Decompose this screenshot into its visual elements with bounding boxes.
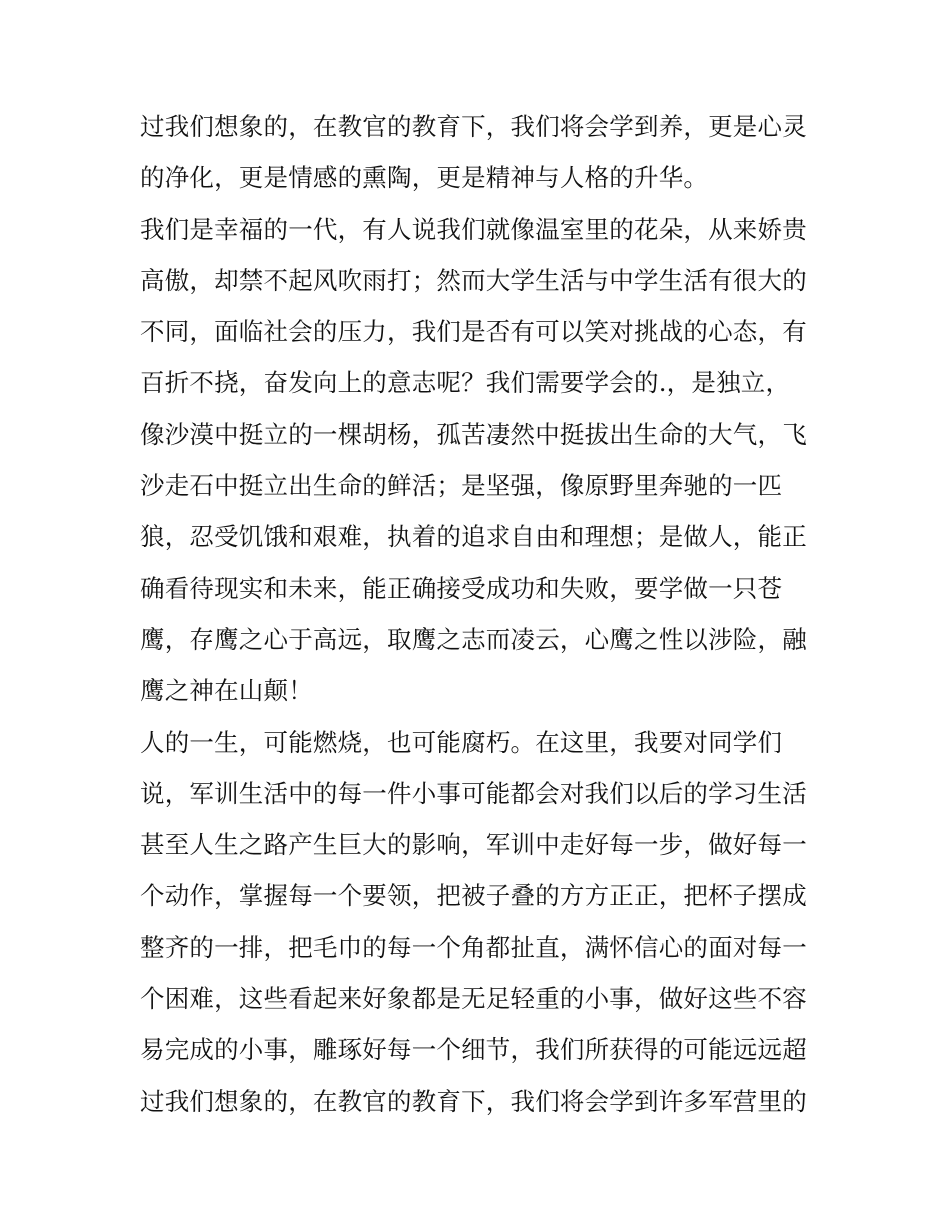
text-line: 个动作，掌握每一个要领，把被子叠的方方正正，把杯子摆成	[140, 881, 807, 911]
text-line: 确看待现实和未来，能正确接受成功和失败，要学做一只苍	[140, 573, 783, 603]
text-line: 像沙漠中挺立的一棵胡杨，孤苦凄然中挺拔出生命的大气，飞	[140, 419, 807, 449]
text-line: 的净化，更是情感的熏陶，更是精神与人格的升华。	[140, 163, 709, 193]
text-line: 沙走石中挺立出生命的鲜活；是坚强，像原野里奔驰的一匹	[140, 471, 783, 501]
text-line: 狼，忍受饥饿和艰难，执着的追求自由和理想；是做人，能正	[140, 522, 807, 552]
text-line: 鹰，存鹰之心于高远，取鹰之志而凌云，心鹰之性以涉险，融	[140, 624, 807, 654]
text-line: 易完成的小事，雕琢好每一个细节，我们所获得的可能远远超	[140, 1035, 807, 1065]
text-line: 我们是幸福的一代，有人说我们就像温室里的花朵，从来娇贵	[140, 214, 807, 244]
text-line: 鹰之神在山颠！	[140, 676, 313, 706]
text-line: 高傲，却禁不起风吹雨打；然而大学生活与中学生活有很大的	[140, 265, 807, 295]
text-line: 整齐的一排，把毛巾的每一个角都扯直，满怀信心的面对每一	[140, 932, 807, 962]
text-line: 不同，面临社会的压力，我们是否有可以笑对挑战的心态，有	[140, 317, 807, 347]
text-line: 百折不挠，奋发向上的意志呢？我们需要学会的.，是独立，	[140, 368, 791, 398]
body-text	[140, 101, 812, 1127]
text-line: 过我们想象的，在教官的教育下，我们将会学到养，更是心灵	[140, 112, 807, 141]
text-line: 人的一生，可能燃烧，也可能腐朽。在这里，我要对同学们	[140, 727, 783, 757]
text-line: 甚至人生之路产生巨大的影响，军训中走好每一步，做好每一	[140, 830, 807, 860]
text-line: 说，军训生活中的每一件小事可能都会对我们以后的学习生活	[140, 778, 807, 808]
text-line: 个困难，这些看起来好象都是无足轻重的小事，做好这些不容	[140, 984, 807, 1014]
text-line: 过我们想象的，在教官的教育下，我们将会学到许多军营里的	[140, 1086, 807, 1116]
